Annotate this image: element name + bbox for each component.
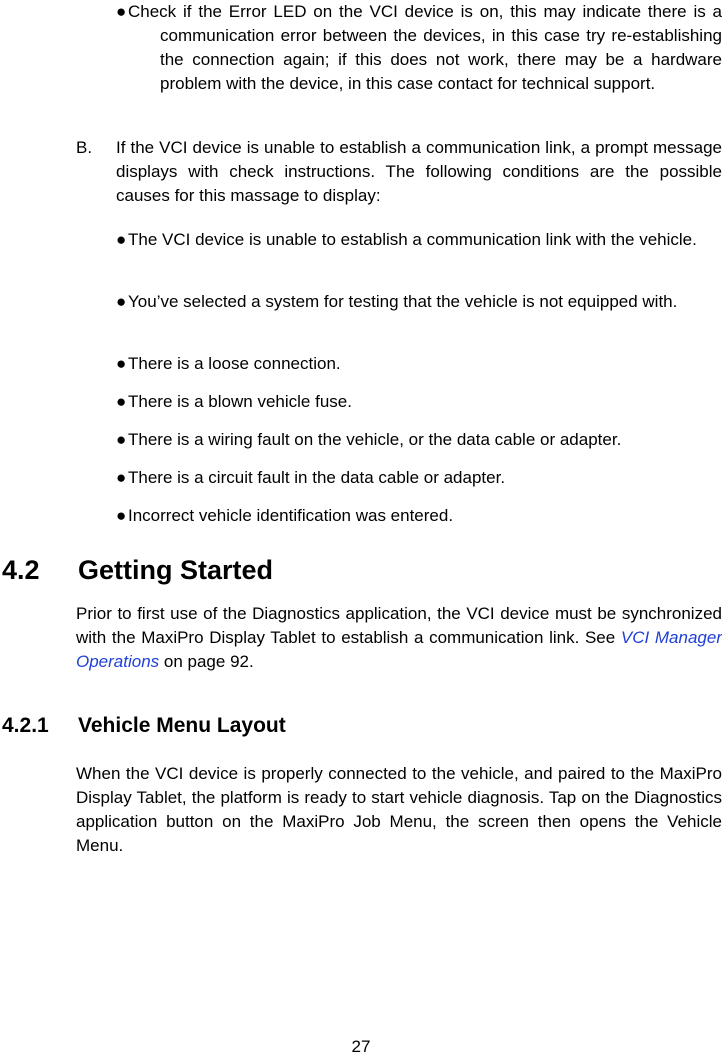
bullet-item [116,228,722,252]
bullet-item [116,290,722,314]
section-number: 4.2 [2,555,40,585]
paragraph-text: on page 92. [159,652,254,671]
bullet-item [116,390,722,414]
page-number: 27 [351,1037,371,1056]
paragraph-text: Prior to first use of the Diagnostics application, the VCI device must be synchronized with the MaxiPro Display Tablet to establish a communication link. See [76,604,722,647]
bullet-text: Incorrect vehicle identification was entered. [128,506,454,525]
bullet-text: There is a wiring fault on the vehicle, or the data cable or adapter. [128,430,622,449]
bullet-text: There is a circuit fault in the data cable or adapter. [128,468,506,487]
bullet-text: There is a blown vehicle fuse. [128,392,352,411]
bullet-item [116,428,722,452]
bullet-text: There is a loose connection. [128,354,341,373]
section-heading [2,550,273,590]
subsection-paragraph: When the VCI device is properly connected to the vehicle, and paired to the MaxiPro Display Tablet, the platform is ready to start vehicle diagnosis. Tap on the Diagnostics application button on the MaxiPro Job Menu, the screen then opens the Vehicle Menu. [76,764,722,855]
bullet-text: The VCI device is unable to establish a communication link with the vehicle. [128,230,697,249]
subsection-heading [2,710,286,742]
bullet-item [116,0,722,96]
bullet-dot-icon: ● [116,230,127,249]
bullet-dot-icon: ● [116,506,127,525]
subsection-title: Vehicle Menu Layout [78,714,286,737]
bullet-dot-icon: ● [116,354,127,373]
bullet-dot-icon: ● [116,468,127,487]
bullet-item [116,504,722,528]
bullet-dot-icon: ● [116,430,127,449]
bullet-dot-icon: ● [116,2,127,21]
section-paragraph [76,602,722,674]
bullet-dot-icon: ● [116,292,127,311]
bullet-item [116,466,722,490]
bullet-dot-icon: ● [116,392,127,411]
bullet-text: You’ve selected a system for testing that the vehicle is not equipped with. [128,292,678,311]
section-title: Getting Started [78,555,274,585]
list-item-b [76,136,92,160]
item-b-text: If the VCI device is unable to establish a communication link, a prompt message displays with check instructions. The following conditions are the possible causes for this massage to display: [116,138,722,205]
vci-manager-operations-link[interactable]: VCI Manager Operations [76,628,722,671]
subsection-number: 4.2.1 [2,714,49,737]
item-label: B. [76,138,93,157]
bullet-text: Check if the Error LED on the VCI device is on, this may indicate there is a communication error between the devices, in this case try re-establishing the connection again; if this does not work, there may be a hardware problem with the device, in this case contact for technical support. [128,2,722,93]
bullet-item [116,352,722,376]
